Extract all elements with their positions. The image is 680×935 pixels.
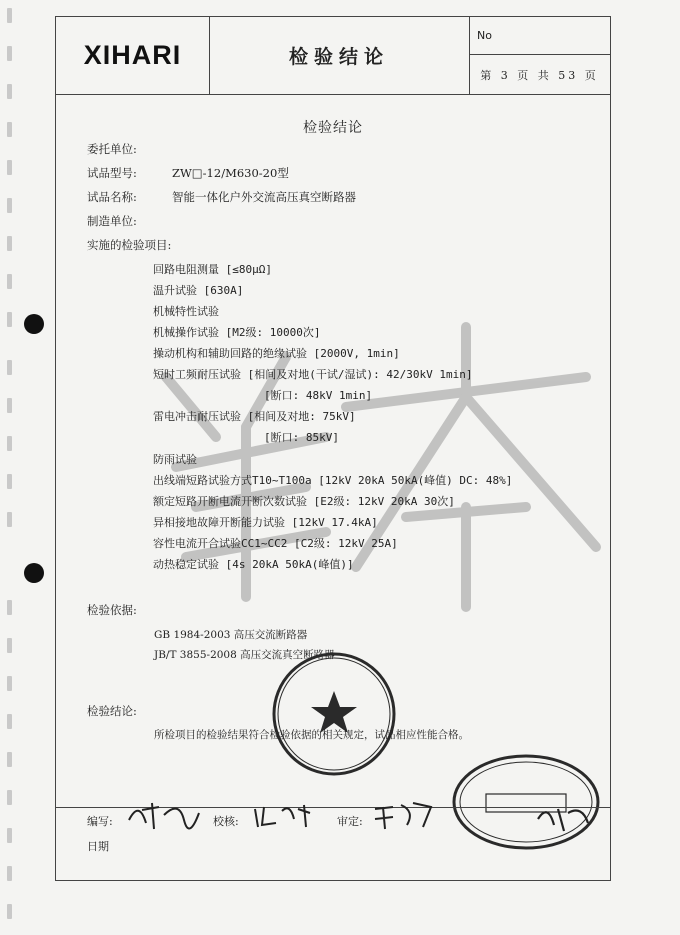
standard-item: GB 1984-2003 高压交流断路器 (154, 629, 308, 641)
conclusion-label: 检验结论: (87, 704, 137, 718)
test-item: 机械特性试验 (153, 305, 219, 318)
test-item: 温升试验 [630A] (153, 284, 244, 297)
test-item: 容性电流开合试验CC1~CC2 [C2级: 12kV 25A] (153, 537, 398, 550)
test-item: [断口: 48kV 1min] (264, 389, 373, 402)
written-by-label: 编写: (87, 815, 113, 828)
signature-checker (250, 799, 320, 833)
test-item: 出线端短路试验方式T10~T100a [12kV 20kA 50kA(峰值) DC: 48%] (153, 474, 513, 487)
punch-hole-top (24, 314, 44, 334)
punch-hole-bottom (24, 563, 44, 583)
document-header (56, 17, 610, 95)
report-number-label: No (477, 29, 492, 42)
signature-writer (124, 795, 204, 835)
watermark (136, 317, 606, 617)
signature-reviewer (371, 797, 441, 833)
model-value: ZW□-12/M630-20型 (172, 166, 289, 180)
conclusion-text: 所检项目的检验结果符合检验依据的相关规定，试品相应性能合格。 (154, 729, 469, 741)
test-item: 异相接地故障开断能力试验 [12kV 17.4kA] (153, 516, 378, 529)
inspection-center-stamp (269, 649, 399, 779)
test-item: 短时工频耐压试验 [相间及对地(干试/湿试): 42/30kV 1min] (153, 368, 473, 381)
test-item: 额定短路开断电流开断次数试验 [E2级: 12kV 20kA 30次] (153, 495, 455, 508)
document-title: 检验结论 (303, 120, 363, 136)
page-indicator: 第 3 页 共 53 页 (480, 68, 599, 82)
company-logo: XIHARI (56, 17, 210, 94)
header-title: 检验结论 (209, 17, 470, 94)
test-item: 回路电阻测量 [≤80μΩ] (153, 263, 272, 276)
date-label: 日期 (87, 840, 109, 853)
checked-by-label: 校核: (213, 815, 239, 828)
test-item: 防雨试验 (153, 453, 197, 466)
client-unit-label: 委托单位: (87, 142, 137, 156)
signature-extra (534, 799, 594, 835)
test-item: [断口: 85kV] (264, 431, 339, 444)
manufacturer-label: 制造单位: (87, 214, 137, 228)
report-number (469, 17, 610, 55)
model-label: 试品型号: (87, 166, 137, 180)
test-item: 机械操作试验 [M2级: 10000次] (153, 326, 321, 339)
standard-item: JB/T 3855-2008 高压交流真空断路器 (154, 649, 335, 661)
test-item: 动热稳定试验 [4s 20kA 50kA(峰值)] (153, 558, 354, 571)
document-frame (55, 16, 611, 881)
test-item: 操动机构和辅助回路的绝缘试验 [2000V, 1min] (153, 347, 400, 360)
product-name-value: 智能一体化户外交流高压真空断路器 (172, 190, 356, 204)
reviewed-by-label: 审定: (337, 815, 363, 828)
product-name-label: 试品名称: (87, 190, 137, 204)
test-item: 雷电冲击耐压试验 [相间及对地: 75kV] (153, 410, 356, 423)
basis-label: 检验依据: (87, 603, 137, 617)
items-label: 实施的检验项目: (87, 238, 172, 252)
